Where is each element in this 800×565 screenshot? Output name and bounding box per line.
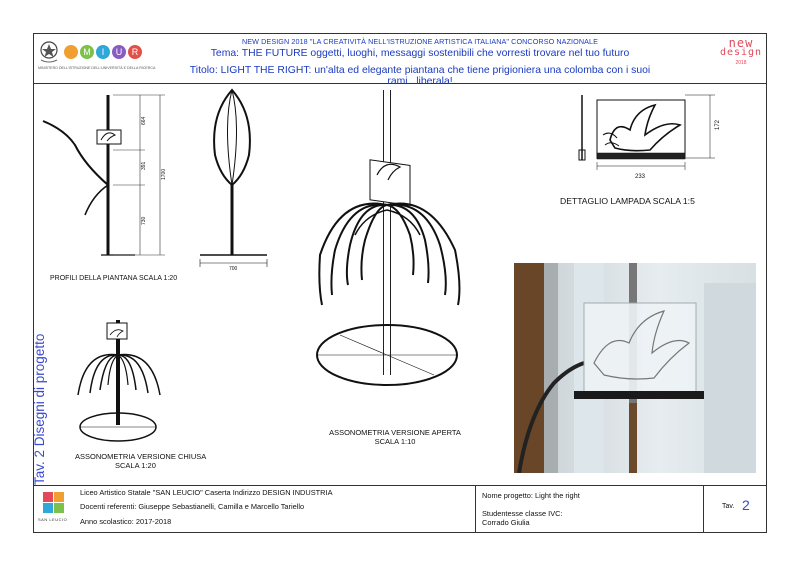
- dim-1700: 1700: [161, 168, 167, 180]
- header-title: Titolo: LIGHT THE RIGHT: un'alta ed elegante piantana che tiene prigioniera una colomba con i suoi rami...liberala!: [189, 65, 651, 87]
- footer-student: Corrado Giulia: [482, 518, 530, 527]
- dim-730: 730: [141, 216, 147, 225]
- new-design-logo-year: 2018: [735, 60, 747, 66]
- footer-teachers: Docenti referenti: Giuseppe Sebastianelli, Camilla e Marcello Tariello: [80, 502, 305, 511]
- header-competition: NEW DESIGN 2018 "LA CREATIVITÀ NELL'ISTRUZIONE ARTISTICA ITALIANA" CONCORSO NAZIONALE: [241, 37, 599, 46]
- new-design-logo-word-2: design: [719, 47, 763, 58]
- footer-col-divider-2: [703, 485, 704, 533]
- side-title: Tav. 2 Disegni di progetto: [32, 333, 47, 485]
- lamp-detail: [575, 90, 735, 190]
- footer-school: Liceo Artistico Statale "SAN LEUCIO" Caserta Indirizzo DESIGN INDUSTRIA: [80, 488, 333, 497]
- dim-664: 664: [141, 116, 147, 125]
- dim-172: 172: [715, 119, 721, 130]
- new-design-logo: [716, 38, 766, 68]
- school-logo-text: SAN LEUCIO: [38, 517, 68, 522]
- dim-391: 391: [141, 161, 147, 170]
- detail-label: DETTAGLIO LAMPADA SCALA 1:5: [560, 196, 695, 206]
- profile-drawings: [35, 85, 305, 285]
- miur-logo: M I U R: [64, 42, 142, 62]
- footer-col-divider: [475, 485, 476, 533]
- footer-students-label: Studentesse classe IVC:: [482, 509, 563, 518]
- open-axonometry: [300, 85, 490, 385]
- closed-label-1: ASSONOMETRIA VERSIONE CHIUSA: [75, 452, 207, 461]
- footer-tav-label: Tav.: [722, 503, 735, 510]
- closed-axonometry: [70, 315, 170, 450]
- profile-dimensions: [113, 95, 165, 255]
- dim-700: 700: [229, 266, 238, 272]
- footer-tav-number: 2: [742, 497, 750, 513]
- profiles-label: PROFILI DELLA PIANTANA SCALA 1:20: [50, 275, 178, 282]
- new-design-logo-word-1: new: [728, 36, 754, 50]
- footer-divider: [33, 485, 767, 486]
- dim-233: 233: [635, 174, 646, 180]
- front-profile: [200, 90, 267, 267]
- open-label-1: ASSONOMETRIA VERSIONE APERTA: [329, 428, 461, 437]
- header-theme: Tema: THE FUTURE oggetti, luoghi, messaggi sostenibili che vorresti trovare nel tuo futuro: [210, 48, 630, 59]
- side-profile: [43, 95, 135, 255]
- prototype-photo: [514, 263, 756, 473]
- closed-label-2: SCALA 1:20: [115, 461, 156, 470]
- open-label-2: SCALA 1:10: [374, 437, 416, 446]
- footer-project-name: Nome progetto: Light the right: [482, 491, 580, 500]
- italian-emblem-icon: [38, 40, 60, 64]
- ministry-caption: MINISTERO DELL'ISTRUZIONE DELL'UNIVERSITÀ E DELLA RICERCA: [38, 66, 156, 70]
- footer-year: Anno scolastico: 2017-2018: [80, 517, 172, 526]
